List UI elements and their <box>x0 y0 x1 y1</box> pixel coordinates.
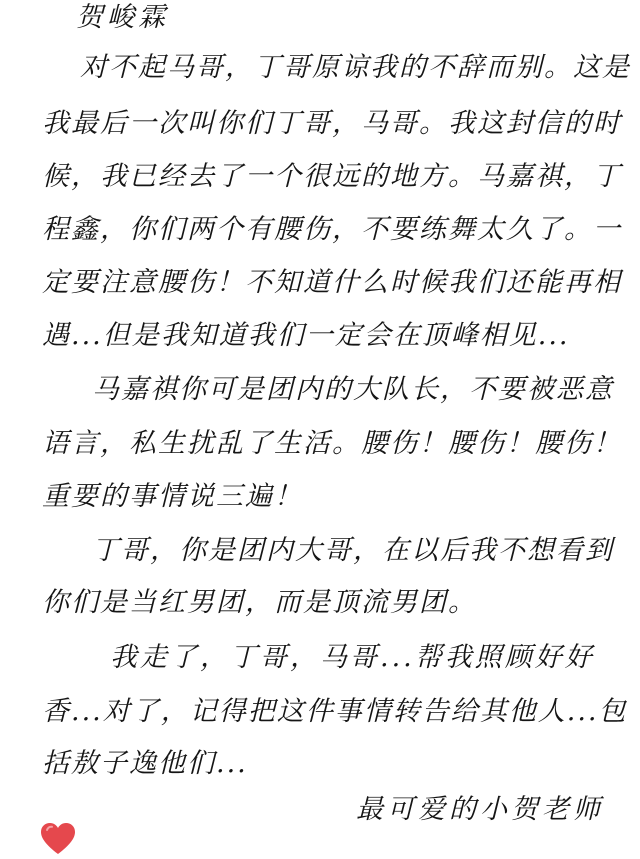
letter-line-14: 括敖子逸他们... <box>42 748 248 779</box>
letter-line-2: 我最后一次叫你们丁哥，马哥。我这封信的时 <box>42 108 622 139</box>
letter-line-1: 对不起马哥，丁哥原谅我的不辞而别。这是 <box>80 52 631 83</box>
letter-line-3: 候，我已经去了一个很远的地方。马嘉祺，丁 <box>42 161 622 192</box>
letter-line-8: 语言，私生扰乱了生活。腰伤！腰伤！腰伤！ <box>42 428 622 459</box>
letter-line-4: 程鑫，你们两个有腰伤，不要练舞太久了。一 <box>42 214 622 245</box>
letter-line-13: 香...对了，记得把这件事情转告给其他人...包 <box>42 696 628 727</box>
letter-line-6: 遇...但是我知道我们一定会在顶峰相见... <box>42 320 570 351</box>
letter-line-9: 重要的事情说三遍！ <box>42 481 303 512</box>
letter-line-11: 你们是当红男团，而是顶流男团。 <box>42 587 477 618</box>
letter-line-12: 我走了，丁哥，马哥...帮我照顾好好 <box>110 642 595 673</box>
signature: 最可爱的小贺老师 <box>356 794 604 825</box>
letter-line-10: 丁哥，你是团内大哥，在以后我不想看到 <box>92 535 614 566</box>
letter-line-5: 定要注意腰伤！不知道什么时候我们还能再相 <box>42 267 622 298</box>
red-heart-icon <box>40 822 76 856</box>
letter-line-7: 马嘉祺你可是团内的大队长，不要被恶意 <box>92 374 614 405</box>
salutation: 贺峻霖 <box>76 2 169 33</box>
